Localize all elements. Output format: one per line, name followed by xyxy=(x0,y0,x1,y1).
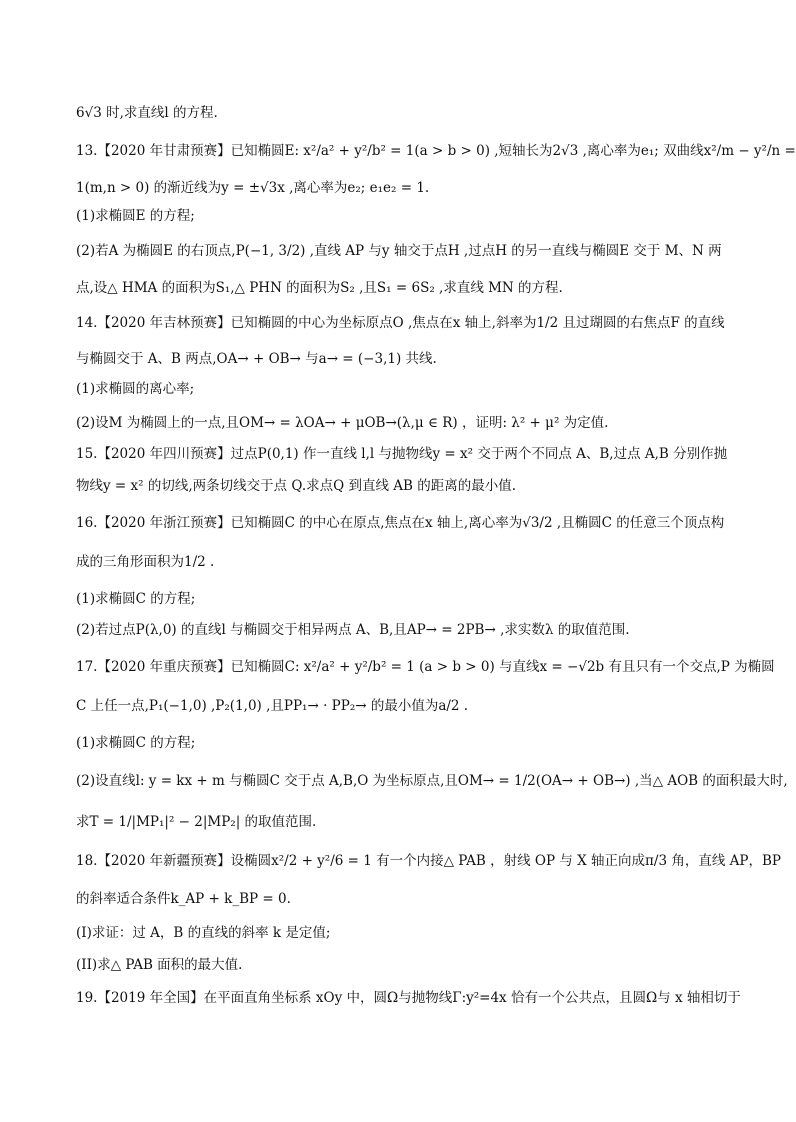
text-line: (II)求△ PAB 面积的最大值. xyxy=(76,957,243,973)
text-line: (1)求椭圆C 的方程; xyxy=(76,735,196,751)
text-line: 15.【2020 年四川预赛】过点P(0,1) 作一直线 l,l 与抛物线y = x² 交于两个不同点 A、B,过点 A,B 分别作抛 xyxy=(76,446,728,462)
text-line: (1)求椭圆C 的方程; xyxy=(76,591,196,607)
text-line: (2)设M 为椭圆上的一点,且OM→ = λOA→ + μOB→(λ,μ ∈ R) ，证明: λ² + μ² 为定值. xyxy=(76,415,609,431)
text-line: 1(m,n > 0) 的渐近线为y = ±√3x ,离心率为e₂; e₁e₂ = 1. xyxy=(76,180,430,196)
text-line: 成的三角形面积为1/2 . xyxy=(76,554,215,570)
text-line: (1)求椭圆E 的方程; xyxy=(76,208,195,224)
text-line: (2)若A 为椭圆E 的右顶点,P(−1, 3/2) ,直线 AP 与y 轴交于点H ,过点H 的另一直线与椭圆E 交于 M、N 两 xyxy=(76,243,722,259)
text-line: 13.【2020 年甘肃预赛】已知椭圆E: x²/a² + y²/b² = 1(a > b > 0) ,短轴长为2√3 ,离心率为e₁; 双曲线x²/m − y²/n = xyxy=(76,143,796,159)
text-line: (1)求椭圆的离心率; xyxy=(76,381,195,397)
text-line: (2)若过点P(λ,0) 的直线l 与椭圆交于相异两点 A、B,且AP→ = 2PB→ ,求实数λ 的取值范围. xyxy=(76,622,630,638)
text-line: (I)求证：过 A，B 的直线的斜率 k 是定值; xyxy=(76,925,331,941)
text-line: C 上任一点,P₁(−1,0) ,P₂(1,0) ,且PP₁→ · PP₂→ 的最小值为a/2 . xyxy=(76,698,469,714)
text-line: (2)设直线l: y = kx + m 与椭圆C 交于点 A,B,O 为坐标原点,且OM→ = 1/2(OA→ + OB→) ,当△ AOB 的面积最大时, xyxy=(76,773,788,789)
text-line: 18.【2020 年新疆预赛】设椭圆x²/2 + y²/6 = 1 有一个内接△ PAB ，射线 OP 与 X 轴正向成π/3 角，直线 AP，BP xyxy=(76,853,781,869)
text-line: 6√3 时,求直线l 的方程. xyxy=(76,105,218,121)
text-line: 点,设△ HMA 的面积为S₁,△ PHN 的面积为S₂ ,且S₁ = 6S₂ ,求直线 MN 的方程. xyxy=(76,280,563,296)
text-line: 物线y = x² 的切线,两条切线交于点 Q.求点Q 到直线 AB 的距离的最小值. xyxy=(76,478,517,494)
text-line: 14.【2020 年吉林预赛】已知椭圆的中心为坐标原点O ,焦点在x 轴上,斜率为1/2 且过瑚圆的右焦点F 的直线 xyxy=(76,315,725,331)
text-line: 19.【2019 年全国】在平面直角坐标系 xOy 中，圆Ω与抛物线Γ:y²=4x 恰有一个公共点，且圆Ω与 x 轴相切于 xyxy=(76,990,741,1006)
text-line: 与椭圆交于 A、B 两点,OA→ + OB→ 与a→ = (−3,1) 共线. xyxy=(76,351,437,367)
text-line: 求T = 1/|MP₁|² − 2|MP₂| 的取值范围. xyxy=(76,814,317,830)
text-line: 17.【2020 年重庆预赛】已知椭圆C: x²/a² + y²/b² = 1 (a > b > 0) 与直线x = −√2b 有且只有一个交点,P 为椭圆 xyxy=(76,659,775,675)
text-line: 16.【2020 年浙江预赛】已知椭圆C 的中心在原点,焦点在x 轴上,离心率为√3/2 ,且椭圆C 的任意三个顶点构 xyxy=(76,515,725,531)
text-line: 的斜率适合条件k_AP + k_BP = 0. xyxy=(76,891,291,907)
